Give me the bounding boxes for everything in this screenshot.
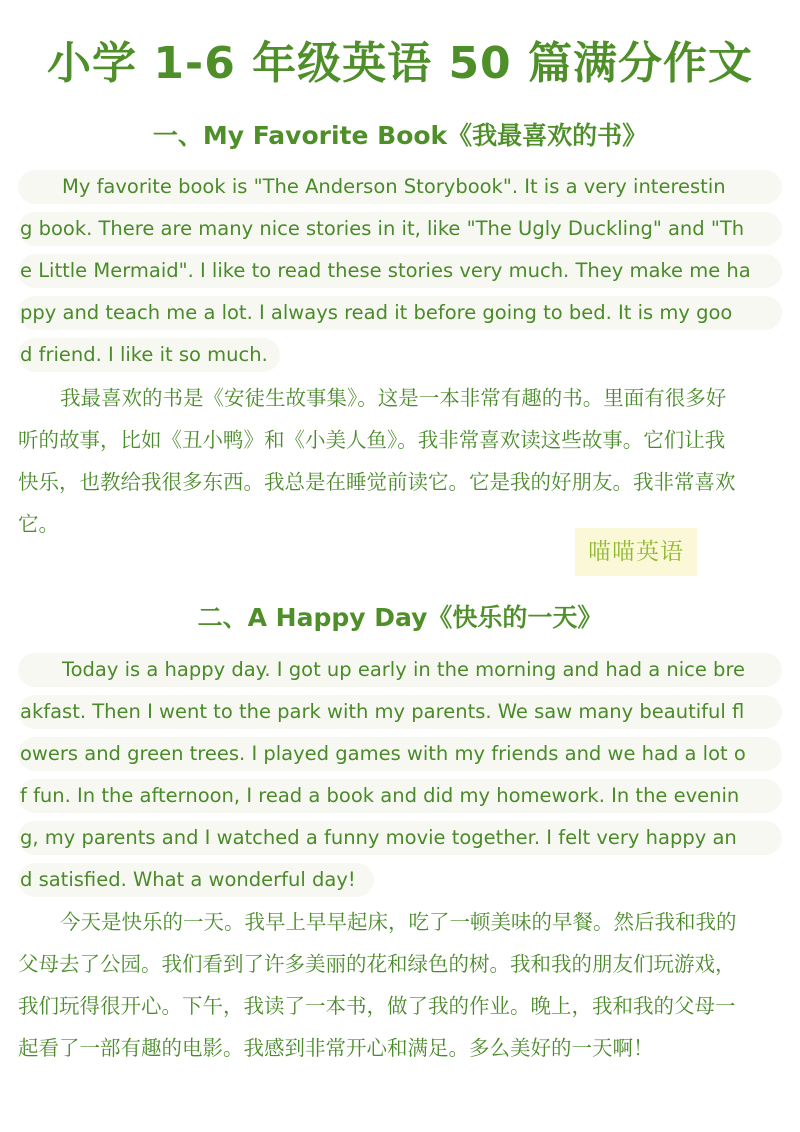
watermark-label: 喵喵英语 bbox=[575, 528, 697, 576]
section-2-chinese-paragraph bbox=[18, 901, 782, 1069]
section-1-chinese-line-2: 听的故事，比如《丑小鸭》和《小美人鱼》。我非常喜欢读这些故事。它们让我 bbox=[18, 428, 726, 452]
section-1-heading: 一、My Favorite Book《我最喜欢的书》 bbox=[152, 121, 648, 150]
section-1-english-line-4: ppy and teach me a lot. I always read it before going to bed. It is my goo bbox=[18, 296, 782, 330]
section-2-english-line-3: owers and green trees. I played games with my friends and we had a lot o bbox=[18, 737, 782, 771]
section-2-heading: 二、A Happy Day《快乐的一天》 bbox=[197, 603, 603, 632]
section-2-english-paragraph bbox=[18, 653, 782, 905]
section-1-english-line-5: d friend. I like it so much. bbox=[18, 338, 280, 372]
page-title: 小学 1-6 年级英语 50 篇满分作文 bbox=[47, 38, 753, 89]
section-2-chinese-line-3: 我们玩得很开心。下午，我读了一本书，做了我的作业。晚上，我和我的父母一 bbox=[18, 994, 736, 1018]
section-1-english-line-2: g book. There are many nice stories in it, like "The Ugly Duckling" and "Th bbox=[18, 212, 782, 246]
section-2-english-line-5: g, my parents and I watched a funny movie together. I felt very happy an bbox=[18, 821, 782, 855]
section-1-english-line-3: e Little Mermaid". I like to read these stories very much. They make me ha bbox=[18, 254, 782, 288]
section-1-english-line-1: My favorite book is "The Anderson Storybook". It is a very interestin bbox=[18, 170, 782, 204]
section-2-chinese-line-4: 起看了一部有趣的电影。我感到非常开心和满足。多么美好的一天啊！ bbox=[18, 1036, 654, 1060]
section-2-chinese-line-2: 父母去了公园。我们看到了许多美丽的花和绿色的树。我和我的朋友们玩游戏， bbox=[18, 952, 736, 976]
section-1-chinese-line-4: 它。 bbox=[18, 512, 59, 536]
section-1-english-paragraph bbox=[18, 170, 782, 380]
section-2-english-line-1: Today is a happy day. I got up early in the morning and had a nice bre bbox=[18, 653, 782, 687]
section-1-chinese-line-1: 我最喜欢的书是《安徒生故事集》。这是一本非常有趣的书。里面有很多好 bbox=[60, 386, 727, 410]
section-2-english-line-4: f fun. In the afternoon, I read a book and did my homework. In the evenin bbox=[18, 779, 782, 813]
section-1-chinese-paragraph bbox=[18, 377, 782, 545]
section-2-english-line-6: d satisfied. What a wonderful day! bbox=[18, 863, 374, 897]
section-2-chinese-line-1: 今天是快乐的一天。我早上早早起床，吃了一顿美味的早餐。然后我和我的 bbox=[60, 910, 737, 934]
section-1-chinese-line-3: 快乐，也教给我很多东西。我总是在睡觉前读它。它是我的好朋友。我非常喜欢 bbox=[18, 470, 736, 494]
section-2-english-line-2: akfast. Then I went to the park with my parents. We saw many beautiful fl bbox=[18, 695, 782, 729]
